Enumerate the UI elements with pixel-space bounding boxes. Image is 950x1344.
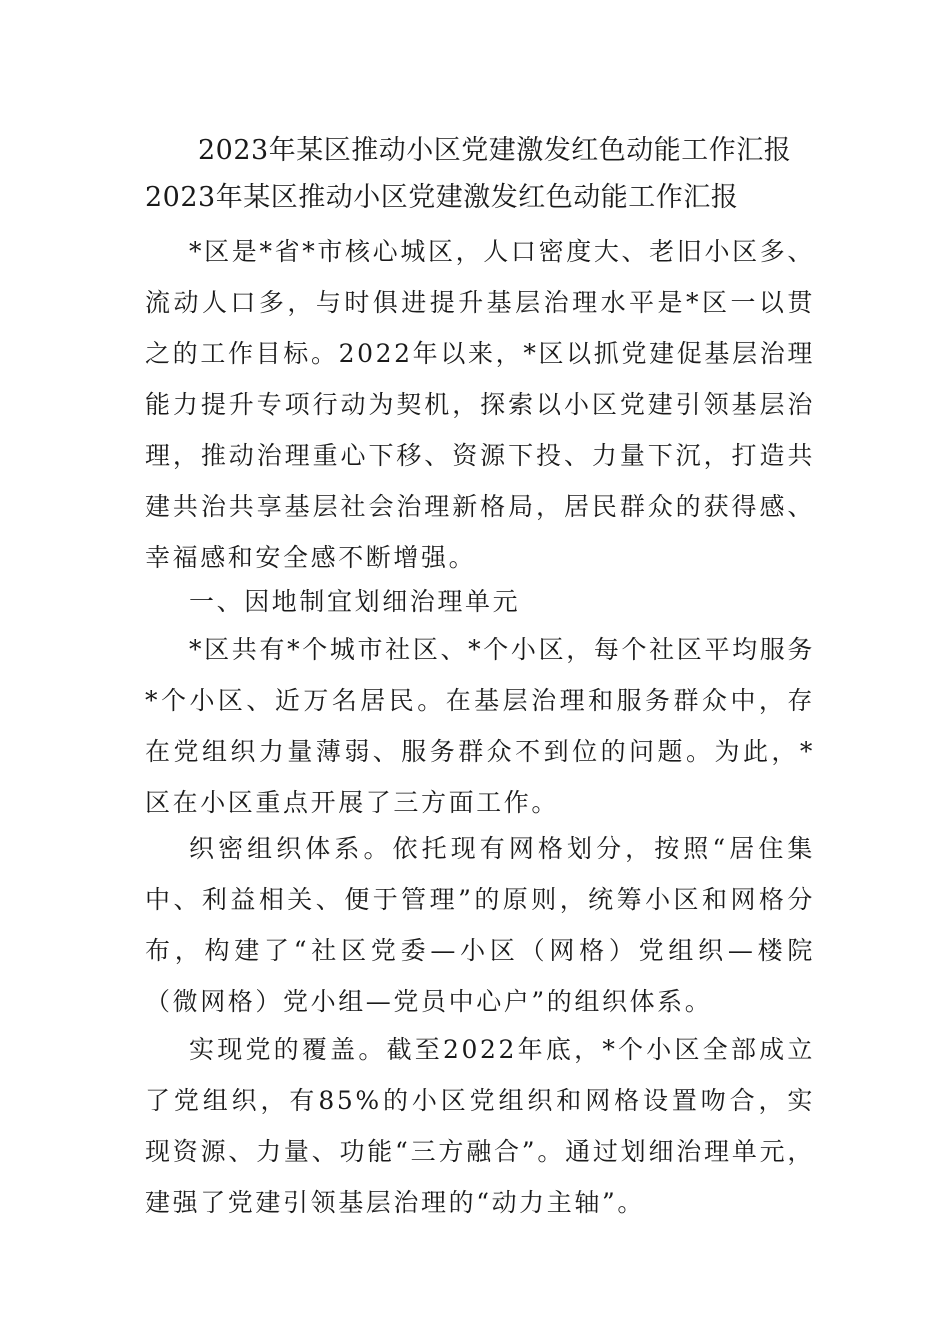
document-title: 2023年某区推动小区党建激发红色动能工作汇报: [198, 135, 792, 166]
document-title-repeat: 2023年某区推动小区党建激发红色动能工作汇报: [145, 182, 739, 213]
section-heading: 一、因地制宜划细治理单元: [189, 587, 521, 616]
intro-paragraph: *区是*省*市核心城区，人口密度大、老旧小区多、流动人口多，与时俱进提升基层治理水平是*区一以贯之的工作目标。2022年以来，*区以抓党建促基层治理能力提升专项行动为契机，探索以小区党建引领基层治理，推动治理重心下移、资源下投、力量下沉，打造共建共治共享基层社会治理新格局，居民群众的获得感、幸福感和安全感不断增强。: [145, 237, 815, 572]
section-paragraph: *区共有*个城市社区、*个小区，每个社区平均服务*个小区、近万名居民。在基层治理和服务群众中，存在党组织力量薄弱、服务群众不到位的问题。为此，*区在小区重点开展了三方面工作。: [145, 635, 815, 817]
org-system-paragraph: 织密组织体系。依托现有网格划分，按照“居住集中、利益相关、便于管理”的原则，统筹小区和网格分布，构建了“社区党委—小区（网格）党组织—楼院（微网格）党小组—党员中心户”的组织体系。: [145, 834, 815, 1016]
coverage-paragraph: 实现党的覆盖。截至2022年底，*个小区全部成立了党组织，有85%的小区党组织和网格设置吻合，实现资源、力量、功能“三方融合”。通过划细治理单元，建强了党建引领基层治理的“动力主轴”。: [145, 1035, 815, 1217]
